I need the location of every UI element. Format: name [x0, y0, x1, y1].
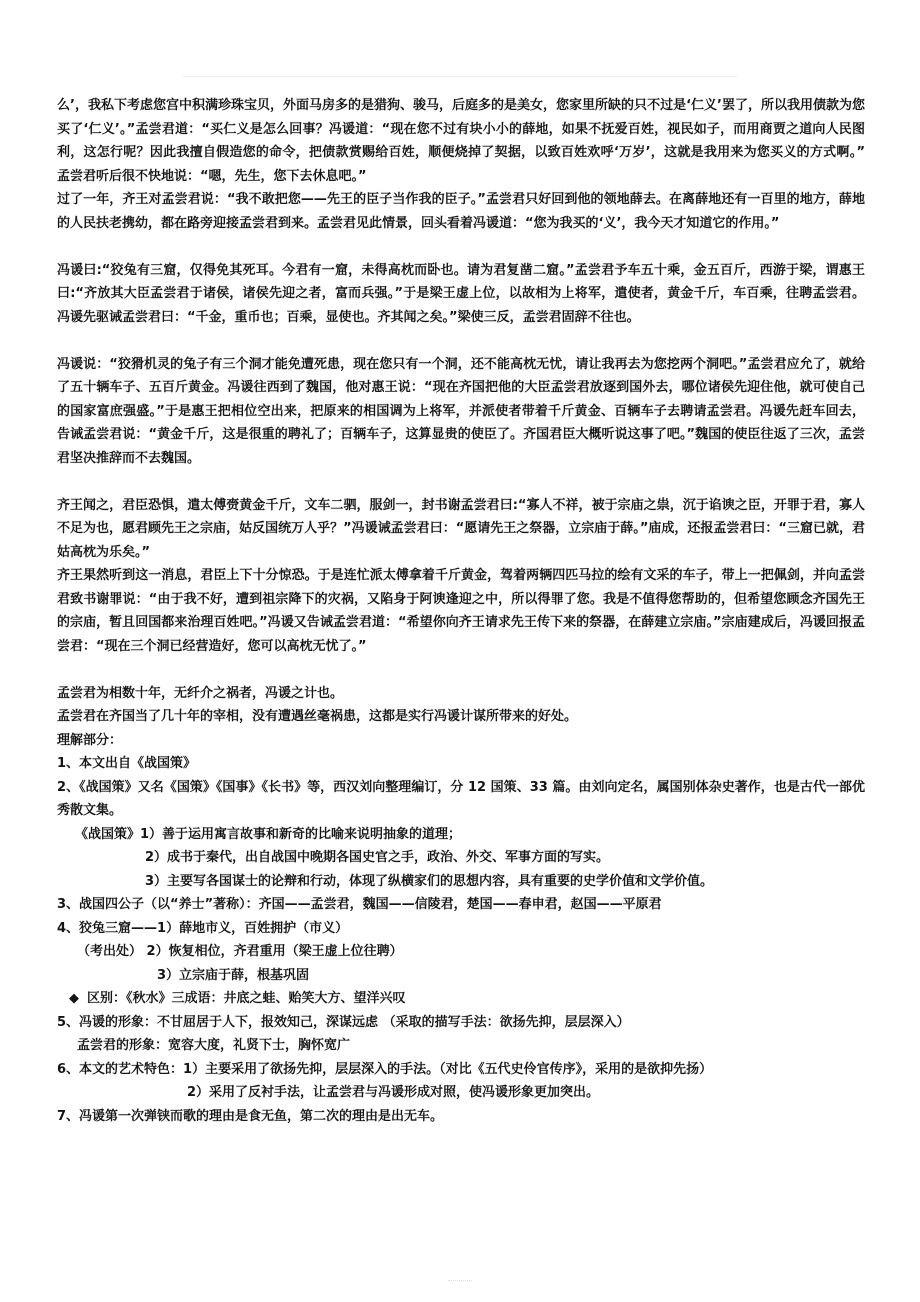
list-item-2: 2、《战国策》又名《国策》《国事》《长书》等，西汉刘向整理编订，分 12 国策、33 篇。由刘向定名，属国别体杂史著作，也是古代一部优秀散文集。 — [57, 779, 865, 818]
paragraph-translation-3: 冯谖说：“狡猾机灵的兔子有三个洞才能免遭死患，现在您只有一个洞，还不能高枕无忧，请让我再去为您挖两个洞吧。”孟尝君应允了，就给了五十辆车子、五百斤黄金。冯谖往西到了魏国，他对惠王说：“现在齐国把他的大臣孟尝君放逐到国外去，哪位诸侯先迎住他，就可使自己的国家富庶强盛。”于是惠王把相位空出来，把原来的相国调为上将军，并派使者带着千斤黄金、百辆车子去聘请孟尝君。冯谖先赶车回去，告诫孟尝君说：“黄金千斤，这是很重的聘礼了；百辆车子，这算显贵的使臣了。齐国君臣大概听说这事了吧。”魏国的使臣往返了三次，孟尝君坚决推辞而不去魏国。 — [57, 356, 865, 466]
list-item-4-note — [57, 987, 865, 1011]
document-body — [57, 94, 865, 1128]
paragraph-translation-2: 过了一年，齐王对孟尝君说：“我不敢把您——先王的臣子当作我的臣子。”孟尝君只好回到他的领地薛去。在离薛地还有一百里的地方，薛地的人民扶老携幼，都在路旁迎接孟尝君到来。孟尝君见此情景，回头看着冯谖道：“您为我买的‘义’，我今天才知道它的作用。” — [57, 192, 865, 231]
paragraph-gap — [57, 235, 865, 259]
footer-mark — [448, 1280, 472, 1281]
list-item-2-sub-1: 《战国策》1）善于运用寓言故事和新奇的比喻来说明抽象的道理； — [75, 826, 462, 842]
paragraph-gap — [57, 658, 865, 682]
list-item-4: 4、狡兔三窟——1）薛地市义，百姓拥护（市义） — [57, 920, 349, 936]
paragraph-gap — [57, 329, 865, 353]
header-rule — [183, 76, 737, 77]
diamond-bullet-icon: ◆ — [69, 991, 79, 1006]
paragraph-gap — [57, 470, 865, 494]
list-item-2-sub-2: 2）成书于秦代，出自战国中晚期各国史官之手，政治、外交、军事方面的写实。 — [145, 850, 610, 865]
list-item-1: 1、本文出自《战国策》 — [57, 756, 197, 771]
list-item-4-sub-1: （考出处） 2）恢复相位，齐君重用（梁王虚上位往聘） — [77, 944, 403, 959]
list-item-3: 3、战国四公子（以“养士”著称）：齐国——孟尝君，魏国——信陵君，楚国——春申君，赵国——平原君 — [57, 897, 662, 912]
paragraph-original-1: 冯谖曰:“狡兔有三窟，仅得免其死耳。今君有一窟，未得高枕而卧也。请为君复凿二窟。”孟尝君予车五十乘，金五百斤，西游于梁，谓惠王曰:“齐放其大臣孟尝君于诸侯，诸侯先迎之者，富而兵强。”于是梁王虚上位，以故相为上将军，遣使者，黄金千斤，车百乘，往聘孟尝君。冯谖先驱诫孟尝君曰：“千金，重币也；百乘，显使也。齐其闻之矣。”梁使三反，孟尝君固辞不往也。 — [57, 262, 865, 325]
list-item-4-note-text: 区别：《秋水》三成语：井底之蛙、贻笑大方、望洋兴叹 — [87, 991, 406, 1006]
list-item-5-sub-1: 孟尝君的形象：宽容大度，礼贤下士，胸怀宽广 — [77, 1038, 351, 1053]
paragraph-original-3: 孟尝君为相数十年，无纤介之祸者，冯谖之计也。 — [57, 685, 344, 701]
list-item-2-sub-3: 3）主要写各国谋士的论辩和行动，体现了纵横家们的思想内容，具有重要的史学价值和文学价值。 — [145, 873, 714, 889]
list-item-4-sub-2: 3）立宗庙于薛，根基巩固 — [157, 967, 310, 983]
list-item-7: 7、冯谖第一次弹铗而歌的理由是食无鱼，第二次的理由是出无车。 — [57, 1108, 444, 1124]
section-title: 理解部分： — [57, 732, 123, 748]
paragraph-original-2: 齐王闻之，君臣恐惧，遣太傅赍黄金千斤，文车二驷，服剑一，封书谢孟尝君曰:“寡人不祥，被于宗庙之祟，沉于谄谀之臣，开罪于君，寡人不足为也，愿君顾先王之宗庙，姑反国统万人乎？”冯谖诫孟尝君曰：“愿请先王之祭器，立宗庙于薛。”庙成，还报孟尝君曰：“三窟已就，君姑高枕为乐矣。” — [57, 497, 865, 560]
paragraph-translation-5: 孟尝君在齐国当了几十年的宰相，没有遭遇丝毫祸患，这都是实行冯谖计谋所带来的好处。 — [57, 709, 578, 724]
paragraph-translation-4: 齐王果然听到这一消息，君臣上下十分惊恐。于是连忙派太傅拿着千斤黄金，驾着两辆四匹马拉的绘有文采的车子，带上一把佩剑，并向孟尝君致书谢罪说：“由于我不好，遭到祖宗降下的灾祸，又陷身于阿谀逢迎之中，所以得罪了您。我是不值得您帮助的，但希望您顾念齐国先王的宗庙，暂且回国都来治理百姓吧。”冯谖又告诫孟尝君道：“希望你向齐王请求先王传下来的祭器，在薛建立宗庙。”宗庙建成后，冯谖回报孟尝君：“现在三个洞已经营造好，您可以高枕无忧了。” — [57, 568, 865, 654]
paragraph-translation-1: 么’，我私下考虑您宫中积满珍珠宝贝，外面马房多的是猎狗、骏马，后庭多的是美女，您家里所缺的只不过是‘仁义’罢了，所以我用债款为您买了‘仁义’。”孟尝君道：“买仁义是怎么回事？冯谖道：“现在您不过有块小小的薛地，如果不抚爱百姓，视民如子，而用商贾之道向人民图利，这怎行呢？因此我擅自假造您的命令，把债款赏赐给百姓，顺便烧掉了契据，以致百姓欢呼‘万岁’，这就是我用来为您买义的方式啊。” 孟尝君听后很不快地说：“嗯，先生，您下去休息吧。” — [57, 98, 865, 184]
list-item-5: 5、冯谖的形象：不甘屈居于人下，报效知己，深谋远虑 （采取的描写手法：欲扬先抑，层层深入） — [57, 1014, 630, 1030]
list-item-6: 6、本文的艺术特色：1）主要采用了欲扬先抑，层层深入的手法。（对比《五代史伶官传序》，采用的是欲抑先扬） — [57, 1061, 713, 1077]
list-item-6-sub-1: 2）采用了反衬手法，让孟尝君与冯谖形成对照，使冯谖形象更加突出。 — [187, 1085, 600, 1100]
